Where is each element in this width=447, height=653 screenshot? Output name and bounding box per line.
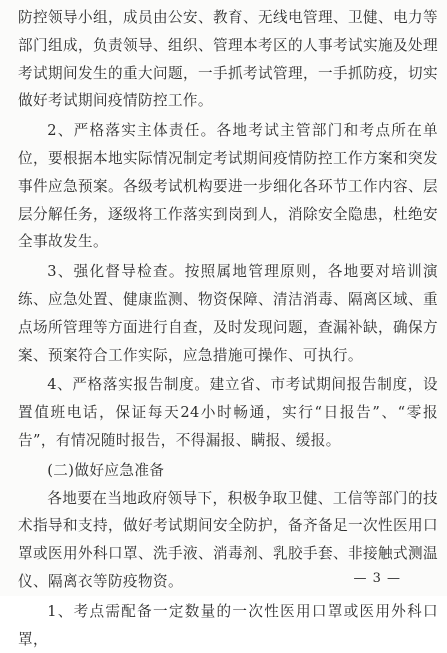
document-body: [18, 4, 438, 653]
section-heading: (二)做好应急准备: [47, 461, 165, 479]
paragraph-responsibility: 2、严格落实主体责任。各地考试主管部门和考点所在单位，要根据本地实际情况制定考试期间疫情防控工作方案和突发事件应急预案。各级考试机构要进一步细化各环节工作内容、层层分解任务，逐级将工作落实到岗到人，消除安全隐患，杜绝安全事故发生。: [18, 122, 438, 251]
paragraph-emergency-prep: 各地要在当地政府领导下，积极争取卫健、工信等部门的技术指导和支持，做好考试期间安全防护，备齐备足一次性医用口罩或医用外科口罩、洗手液、消毒剂、乳胶手套、非接触式测温仪、隔离衣等防疫物资。: [18, 489, 438, 590]
paragraph-mask-supply: 1、考点需配备一定数量的一次性医用口罩或医用外科口罩，: [18, 602, 438, 648]
page-number: — 3 —: [353, 571, 401, 586]
paragraph-team-composition: 防控领导小组，成员由公安、教育、无线电管理、卫健、电力等部门组成，负责领导、组织、管理本考区的人事考试实施及处理考试期间发生的重大问题，一手抓考试管理，一手抓防疫，切实做好考试期间疫情防控工作。: [18, 9, 438, 110]
paragraph-inspection: 3、强化督导检查。按照属地管理原则，各地要对培训演练、应急处置、健康监测、物资保障、清洁消毒、隔离区域、重点场所管理等方面进行自查，及时发现问题，查漏补缺，确保方案、预案符合工作实际，应急措施可操作、可执行。: [18, 263, 438, 364]
paragraph-reporting: 4、严格落实报告制度。建立省、市考试期间报告制度，设置值班电话，保证每天24小时畅通，实行“日报告”、“零报告”，有情况随时报告，不得漏报、瞒报、缓报。: [18, 376, 438, 449]
